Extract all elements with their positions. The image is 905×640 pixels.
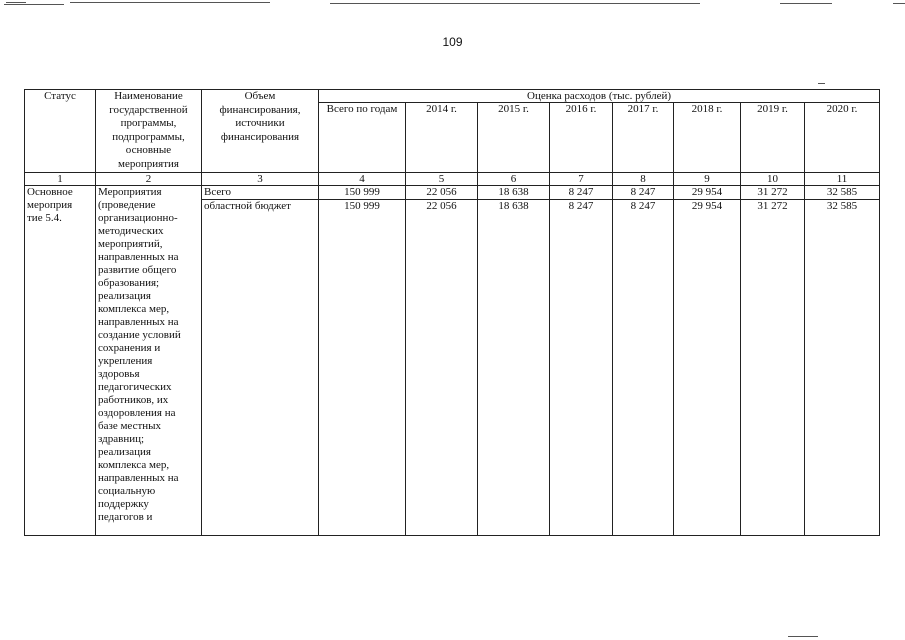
funding-source: областной бюджет [202, 199, 319, 535]
header-year: 2016 г. [550, 103, 613, 172]
header-estimate-group: Оценка расходов (тыс. рублей) [319, 90, 880, 103]
header-year: 2015 г. [478, 103, 550, 172]
year-value: 22 056 [406, 185, 478, 199]
scan-line [330, 3, 700, 4]
scan-line [4, 4, 64, 5]
budget-table [24, 89, 880, 536]
column-number: 2 [96, 172, 202, 185]
header-status: Статус [25, 90, 96, 173]
name-text: Мероприятия (проведение организационно- методических мероприятий, направленных на развитие общего образования; реализация комплекса мер, направленных на создание условий сохранения и укрепления здоровья педагогических работников, их оздоровления на базе местных здравниц; реализация комплекса мер, направленных на социальную поддержку педагогов и [98, 185, 181, 523]
column-number-row [25, 172, 880, 185]
header-year: 2017 г. [613, 103, 674, 172]
year-value: 8 247 [550, 185, 613, 199]
total-value: 150 999 [319, 185, 406, 199]
year-value: 29 954 [674, 199, 741, 535]
year-value: 31 272 [741, 199, 805, 535]
header-total: Всего по годам [319, 103, 406, 172]
header-name: Наименование государственной программы, подпрограммы, основные мероприятия [96, 90, 202, 173]
year-value: 8 247 [613, 185, 674, 199]
funding-source: Всего [202, 185, 319, 199]
header-year: 2020 г. [805, 103, 880, 172]
year-value: 32 585 [805, 199, 880, 535]
header-row [25, 90, 880, 103]
year-value: 8 247 [613, 199, 674, 535]
column-number: 8 [613, 172, 674, 185]
scan-line [780, 3, 832, 4]
scan-line [893, 3, 905, 4]
status-text: Основное мероприя тие 5.4. [27, 185, 73, 224]
column-number: 4 [319, 172, 406, 185]
margin-mark [818, 83, 825, 84]
status-cell [25, 185, 96, 535]
column-number: 3 [202, 172, 319, 185]
year-value: 18 638 [478, 185, 550, 199]
header-funding: Объем финансирования, источники финансирования [202, 90, 319, 173]
year-value: 32 585 [805, 185, 880, 199]
year-value: 31 272 [741, 185, 805, 199]
header-year: 2019 г. [741, 103, 805, 172]
total-value: 150 999 [319, 199, 406, 535]
year-value: 29 954 [674, 185, 741, 199]
column-number: 6 [478, 172, 550, 185]
scan-line [70, 2, 270, 3]
year-value: 22 056 [406, 199, 478, 535]
year-value: 8 247 [550, 199, 613, 535]
scan-line [6, 2, 26, 3]
page-number: 109 [442, 35, 463, 49]
column-number: 9 [674, 172, 741, 185]
column-number: 5 [406, 172, 478, 185]
column-number: 11 [805, 172, 880, 185]
year-value: 18 638 [478, 199, 550, 535]
header-year: 2014 г. [406, 103, 478, 172]
name-cell [96, 185, 202, 535]
column-number: 7 [550, 172, 613, 185]
table-row [25, 185, 880, 199]
scan-line [788, 636, 818, 637]
column-number: 1 [25, 172, 96, 185]
column-number: 10 [741, 172, 805, 185]
header-year: 2018 г. [674, 103, 741, 172]
